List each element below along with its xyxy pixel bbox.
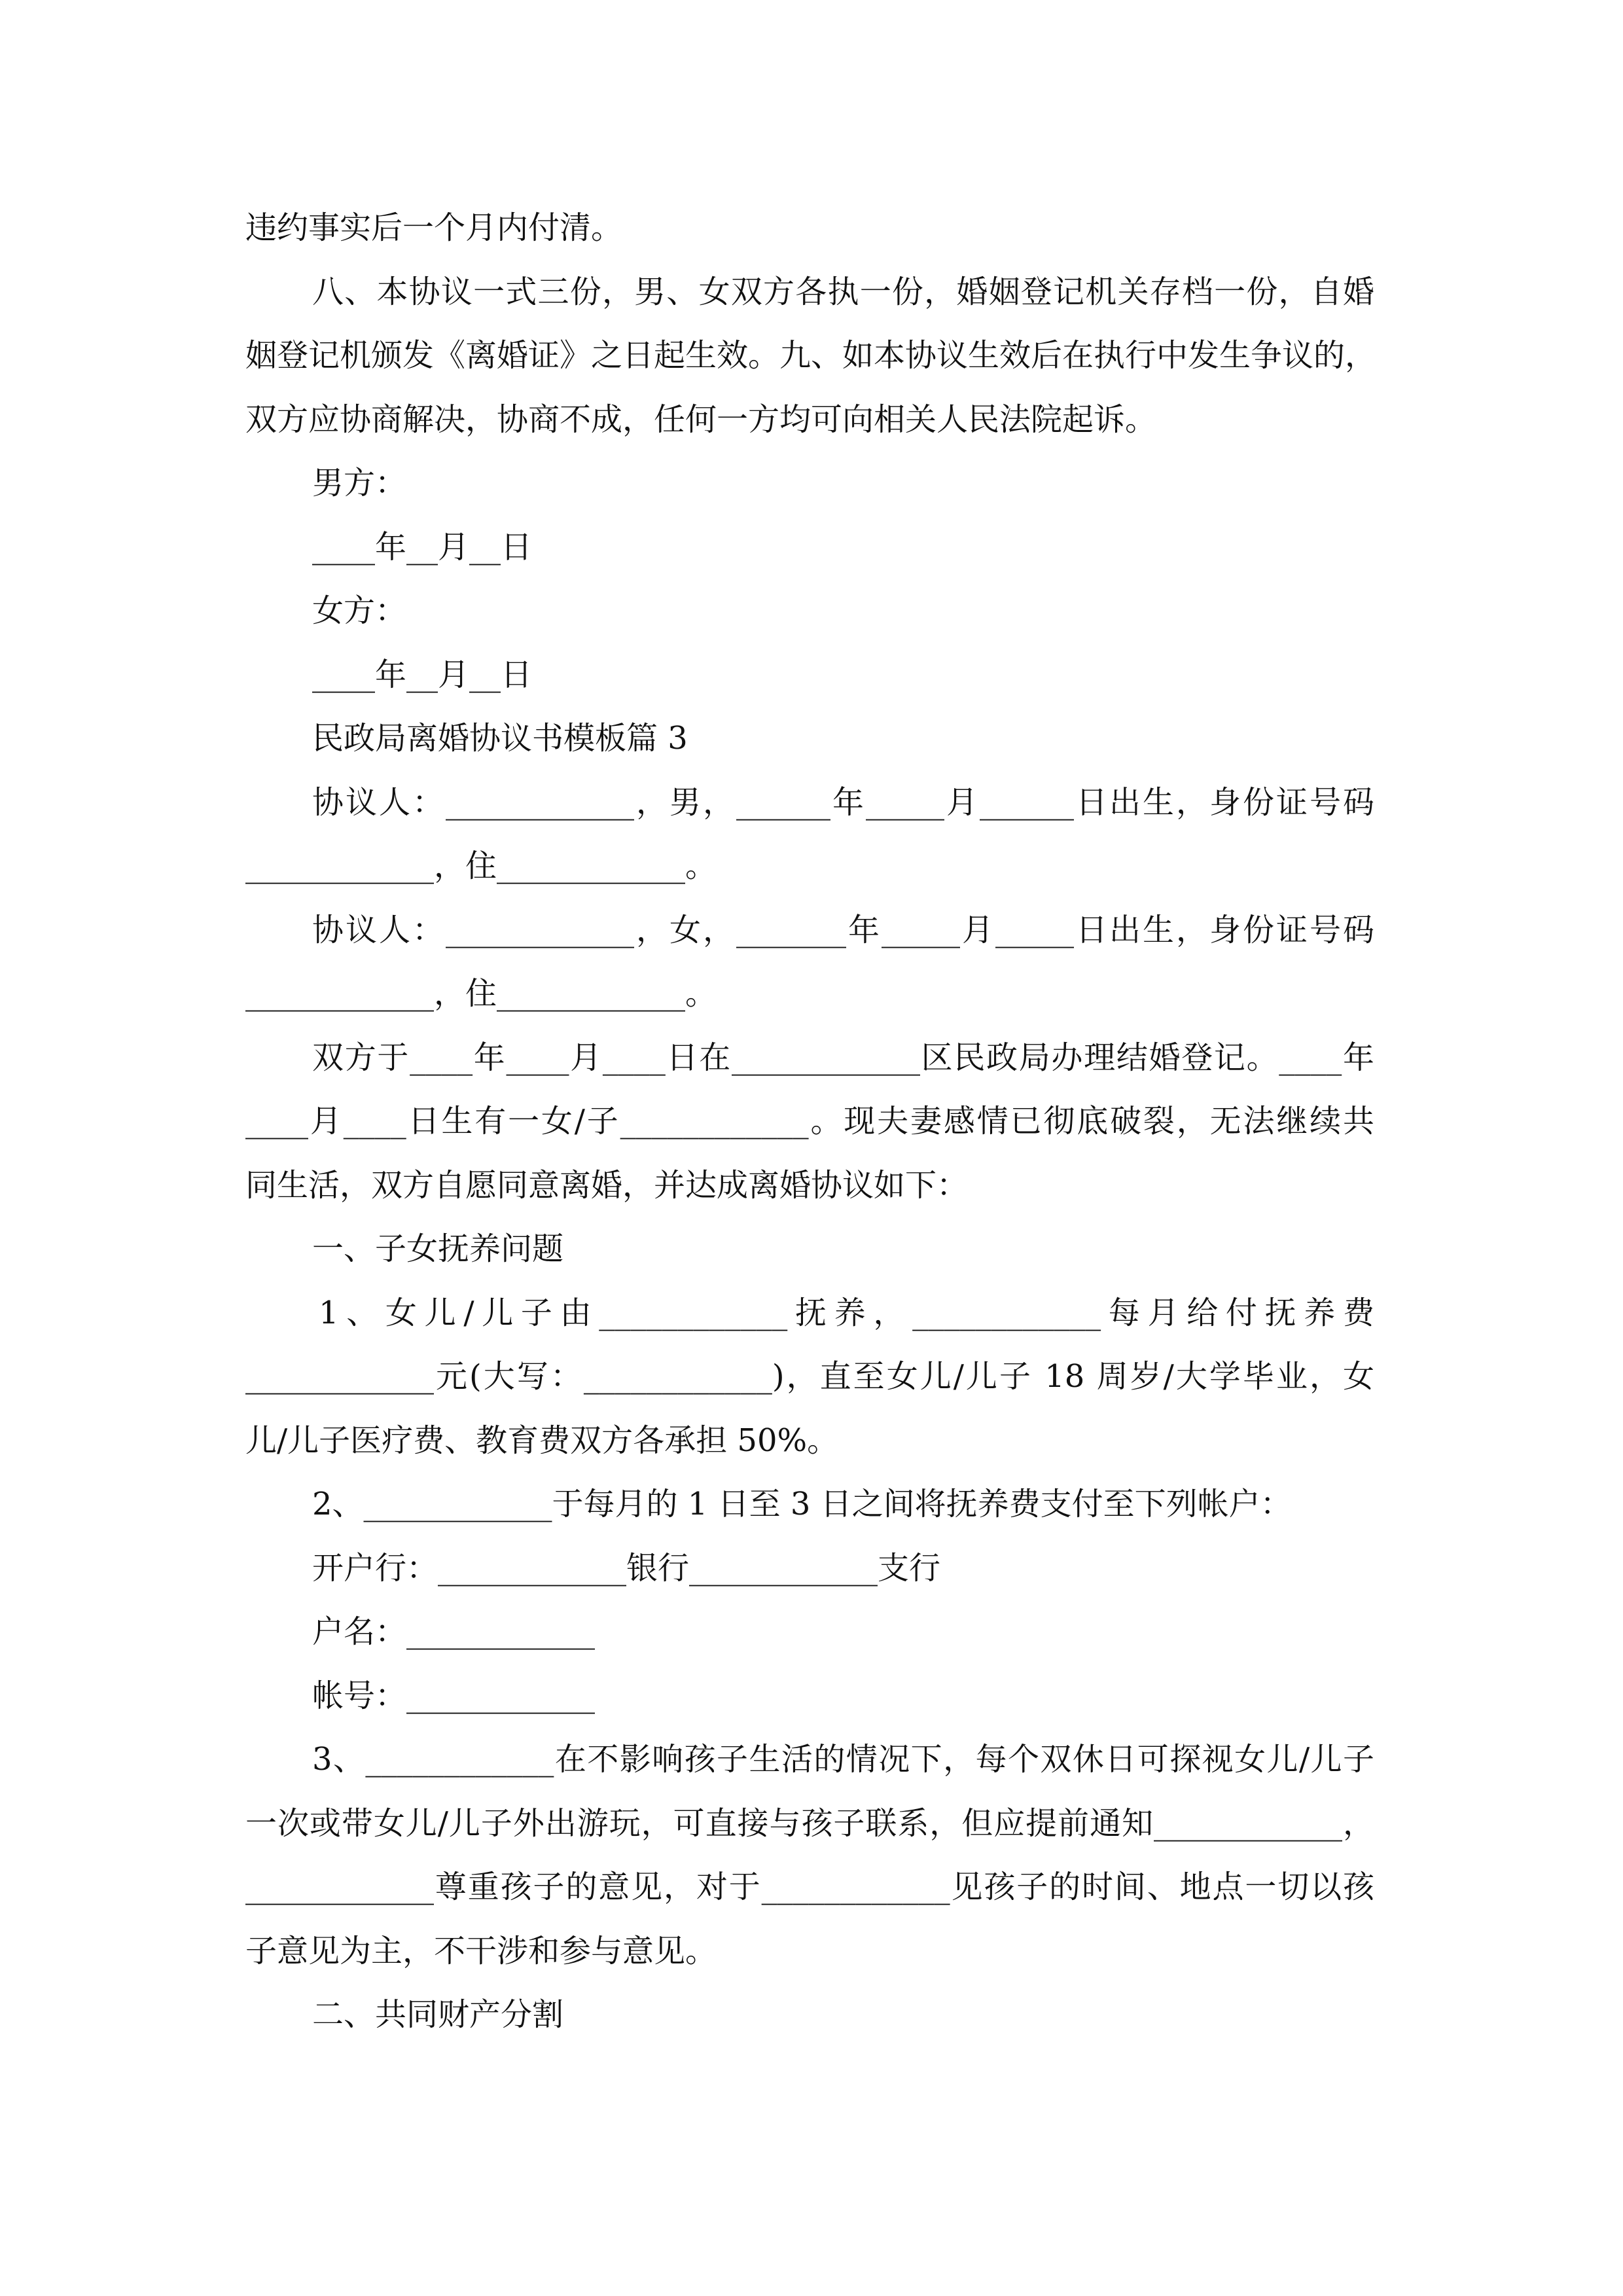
- paragraph-line: ____月____日生有一女/子____________。现夫妻感情已彻底破裂，无法继续共: [245, 1103, 1374, 1139]
- account-name-line: 户名：____________: [312, 1613, 596, 1650]
- paragraph-line: 子意见为主，不干涉和参与意见。: [245, 1932, 717, 1969]
- paragraph-line: ____________，住____________。: [245, 975, 717, 1012]
- paragraph-line: 同生活，双方自愿同意离婚，并达成离婚协议如下：: [245, 1166, 969, 1204]
- heading-child-custody: 一、子女抚养问题: [312, 1230, 564, 1267]
- paragraph-line: 双方应协商解决，协商不成，任何一方均可向相关人民法院起诉。: [245, 401, 1157, 438]
- heading-property-division: 二、共同财产分割: [312, 1996, 564, 2033]
- item-three: 3、____________在不影响孩子生活的情况下，每个双休日可探视女儿/儿子: [312, 1741, 1374, 1778]
- section-title: 民政局离婚协议书模板篇 3: [312, 720, 688, 757]
- paragraph-line: ____________元(大写：____________)，直至女儿/儿子 18 周岁/大学毕业，女: [245, 1358, 1374, 1395]
- paragraph-line: 一次或带女儿/儿子外出游玩，可直接与孩子联系，但应提前通知____________，: [245, 1804, 1374, 1842]
- document-page: [245, 196, 1377, 2047]
- paragraph-line: 儿/儿子医疗费、教育费双方各承担 50%。: [245, 1422, 839, 1459]
- male-party-label: 男方：: [312, 465, 407, 501]
- bank-line: 开户行：____________银行____________支行: [312, 1549, 941, 1587]
- account-number-line: 帐号：____________: [312, 1677, 596, 1714]
- party-female-line: 协议人：____________，女，_______年_____月_____日出生，身份证号码: [312, 911, 1374, 948]
- paragraph-line: ____________，住____________。: [245, 848, 717, 884]
- clause-eight: 八、本协议一式三份，男、女双方各执一份，婚姻登记机关存档一份，自婚: [312, 273, 1374, 310]
- party-male-line: 协议人：____________，男，______年_____月______日出生，身份证号码: [312, 783, 1374, 821]
- female-date-blank: ____年__月__日: [312, 656, 533, 693]
- paragraph-line: 姻登记机颁发《离婚证》之日起生效。九、如本协议生效后在执行中发生争议的，: [245, 337, 1377, 374]
- item-two: 2、____________于每月的 1 日至 3 日之间将抚养费支付至下列帐户：: [312, 1486, 1292, 1522]
- female-party-label: 女方：: [312, 592, 407, 629]
- paragraph-line: 违约事实后一个月内付清。: [245, 209, 623, 246]
- paragraph-line: ____________尊重孩子的意见，对于____________见孩子的时间、地点一切以孩: [245, 1869, 1374, 1905]
- male-date-blank: ____年__月__日: [312, 528, 533, 565]
- item-one: 1、女儿/儿子由____________抚养，____________每月给付抚养费: [319, 1294, 1374, 1331]
- marriage-registration-line: 双方于____年____月____日在____________区民政局办理结婚登记。____年: [312, 1039, 1374, 1076]
